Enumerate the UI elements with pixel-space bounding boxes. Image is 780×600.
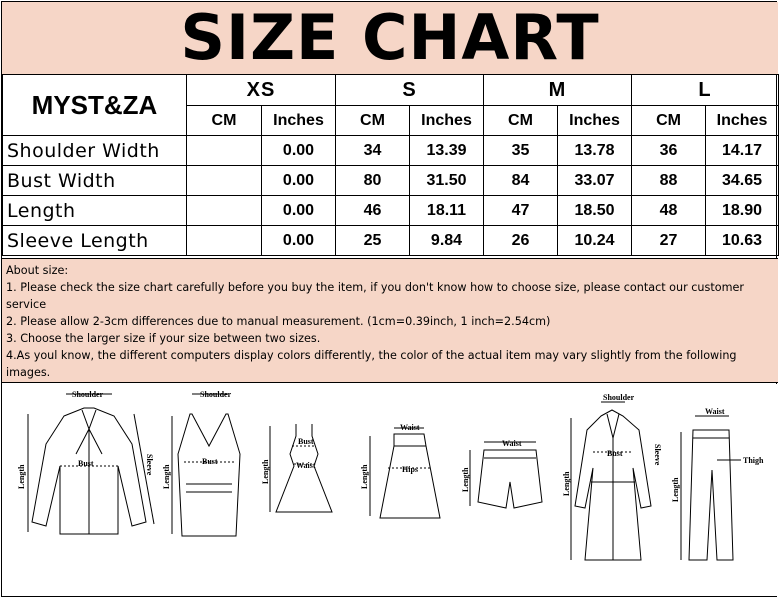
table-cell: 9.84	[410, 226, 484, 256]
coat-figure	[562, 384, 662, 584]
table-row	[3, 196, 779, 226]
table-cell: 34	[336, 136, 410, 166]
figure-label: Waist	[502, 439, 522, 448]
shorts-figure	[462, 384, 557, 584]
figure-label: Length	[461, 467, 470, 492]
size-chart-sheet	[1, 1, 777, 597]
row-label: Sleeve Length	[3, 226, 187, 256]
table-cell: 80	[336, 166, 410, 196]
size-table	[2, 74, 779, 256]
row-label: Shoulder Width	[3, 136, 187, 166]
brand-name: MYST&ZA	[3, 75, 187, 136]
measurement-figures	[2, 384, 778, 596]
figure-label: Waist	[296, 461, 316, 470]
table-cell: 18.90	[706, 196, 779, 226]
table-cell: 0.00	[262, 196, 336, 226]
figure-label: Waist	[705, 407, 725, 416]
figure-label: Waist	[400, 423, 420, 432]
table-cell: 13.39	[410, 136, 484, 166]
table-cell	[187, 196, 262, 226]
unit-cm: CM	[187, 106, 262, 136]
size-l: L	[632, 75, 779, 106]
table-cell	[187, 166, 262, 196]
figure-label: Sleeve	[653, 444, 662, 466]
figure-label: Hips	[402, 465, 419, 474]
figure-label: Shoulder	[72, 390, 104, 399]
figure-label: Length	[261, 459, 270, 484]
table-cell: 47	[484, 196, 558, 226]
table-cell: 0.00	[262, 136, 336, 166]
figure-label: Sleeve	[145, 454, 154, 476]
blouse-figure	[14, 384, 164, 584]
table-cell	[187, 136, 262, 166]
figure-label: Length	[17, 464, 26, 489]
unit-inches: Inches	[706, 106, 779, 136]
table-cell: 14.17	[706, 136, 779, 166]
table-cell: 84	[484, 166, 558, 196]
table-cell: 33.07	[558, 166, 632, 196]
figure-label: Shoulder	[200, 390, 232, 399]
trousers-figure	[667, 384, 775, 584]
dress-figure	[261, 384, 344, 584]
table-cell: 18.50	[558, 196, 632, 226]
unit-cm: CM	[632, 106, 706, 136]
note-item: 1. Please check the size chart carefully before you buy the item, if you don't know how to choose size, please contact our customer service	[6, 281, 744, 311]
table-cell: 36	[632, 136, 706, 166]
table-cell	[187, 226, 262, 256]
size-m: M	[484, 75, 632, 106]
figure-label: Length	[562, 471, 571, 496]
table-cell: 26	[484, 226, 558, 256]
table-cell: 46	[336, 196, 410, 226]
table-row	[3, 166, 779, 196]
table-cell: 31.50	[410, 166, 484, 196]
table-cell: 27	[632, 226, 706, 256]
table-cell: 13.78	[558, 136, 632, 166]
page-title: SIZE CHART	[180, 1, 600, 74]
table-cell: 0.00	[262, 226, 336, 256]
size-notes	[2, 258, 778, 383]
figure-label: Bust	[607, 449, 623, 458]
table-cell: 35	[484, 136, 558, 166]
table-cell: 48	[632, 196, 706, 226]
table-row	[3, 226, 779, 256]
note-item: 2. Please allow 2-3cm differences due to manual measurement. (1cm=0.39inch, 1 inch=2.54cm)	[6, 315, 551, 328]
figure-label: Thigh	[743, 456, 764, 465]
note-item: 3. Choose the larger size if your size between two sizes.	[6, 332, 321, 345]
row-label: Length	[3, 196, 187, 226]
table-cell: 88	[632, 166, 706, 196]
table-cell: 18.11	[410, 196, 484, 226]
unit-inches: Inches	[262, 106, 336, 136]
unit-inches: Inches	[558, 106, 632, 136]
figure-label: Length	[162, 464, 171, 489]
unit-inches: Inches	[410, 106, 484, 136]
row-label: Bust Width	[3, 166, 187, 196]
table-cell: 10.63	[706, 226, 779, 256]
figure-label: Bust	[78, 459, 94, 468]
figure-label: Bust	[202, 457, 218, 466]
figure-label: Length	[671, 477, 680, 502]
table-row	[3, 136, 779, 166]
figure-label: Shoulder	[603, 393, 635, 402]
unit-cm: CM	[484, 106, 558, 136]
figure-label: Bust	[298, 437, 314, 446]
size-s: S	[336, 75, 484, 106]
table-cell: 10.24	[558, 226, 632, 256]
notes-heading: About size:	[6, 264, 69, 277]
table-cell: 25	[336, 226, 410, 256]
tank-figure	[162, 384, 257, 584]
table-cell: 0.00	[262, 166, 336, 196]
unit-cm: CM	[336, 106, 410, 136]
skirt-figure	[358, 384, 458, 584]
note-item: 4.As youl know, the different computers display colors differently, the color of the actual item may vary slightly from the following images.	[6, 349, 737, 379]
table-cell: 34.65	[706, 166, 779, 196]
title-bar	[2, 2, 778, 75]
size-xs: XS	[187, 75, 336, 106]
figure-label: Length	[360, 464, 369, 489]
